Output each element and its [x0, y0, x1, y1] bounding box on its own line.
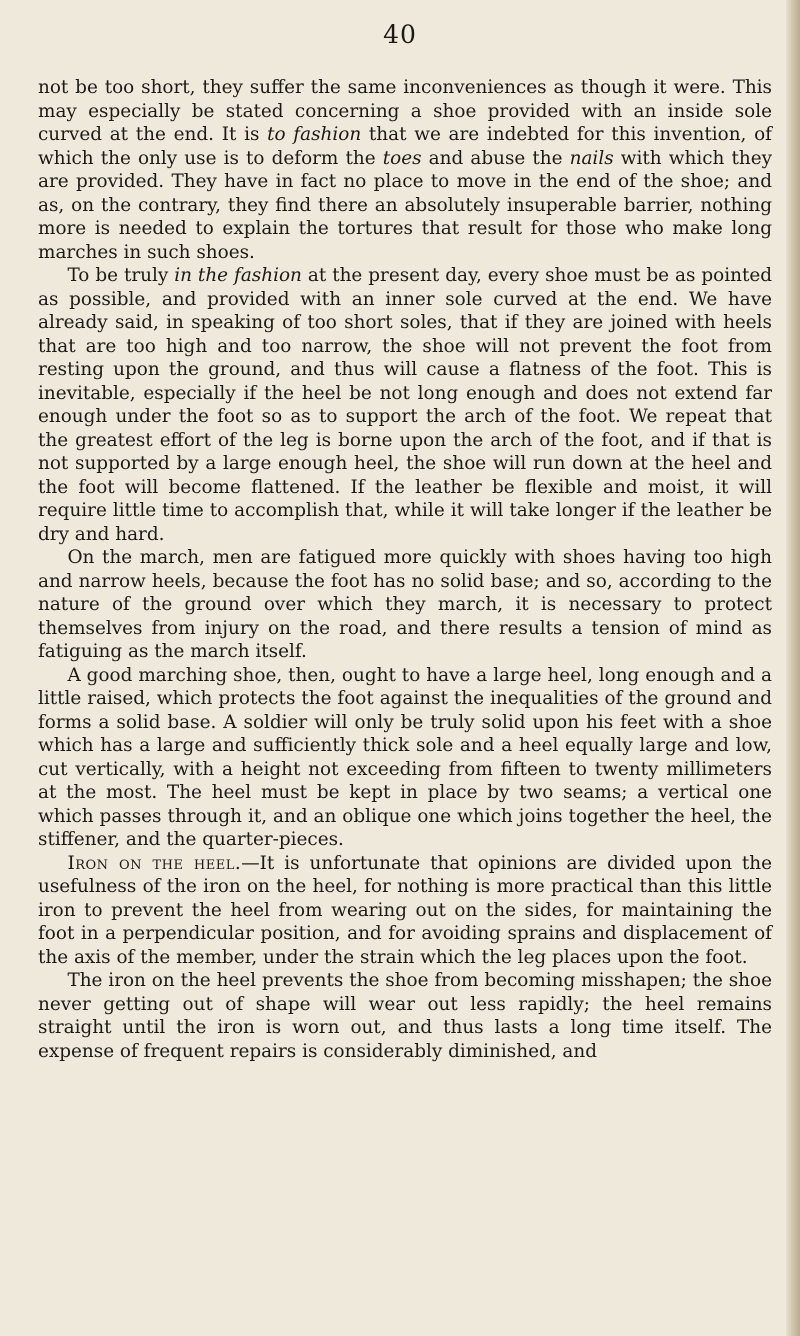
paragraph-p5	[38, 852, 772, 970]
paragraph-p1	[38, 76, 772, 264]
text-segment: to fashion	[267, 124, 362, 145]
text-segment: that we are indebted for this invention, of which the only use is to deform the	[38, 124, 772, 169]
text-segment: The iron on the heel prevents the shoe from becoming misshapen; the shoe never getting out of shape will wear out less rapidly; the heel remains straight until the iron is worn out, and thus lasts a long time itself. The expense of frequent repairs is considerably diminished, and	[38, 970, 772, 1062]
text-segment: —It is unfortunate that opinions are divided upon the usefulness of the iron on the heel, for nothing is more practical than this little iron to prevent the heel from wearing out on the sides, for maintaining the foot in a perpendicular position, and for avoiding sprains and displacement of the axis of the member, under the strain which the leg places upon the foot.	[38, 852, 772, 968]
paragraph-p4	[38, 664, 772, 852]
text-segment: in the fashion	[174, 265, 302, 286]
paragraph-p2	[38, 264, 772, 546]
paragraph-p6	[38, 969, 772, 1063]
text-segment: not be too short, they suffer the same inconveniences as though it were. This may especially be stated concerning a shoe provided with an inside sole curved at the end. It is	[38, 77, 772, 145]
page-number: 40	[383, 20, 417, 49]
text-segment: To be truly	[67, 265, 175, 286]
text-segment: toes	[382, 147, 422, 169]
text-segment: and abuse the	[421, 147, 570, 169]
text-segment: with which they are provided. They have in fact no place to move in the end of the shoe; and as, on the contrary, they find there an absolutely insuperable barrier, nothing more is needed to explain the tortures that result for those who make long marches in such shoes.	[38, 147, 772, 263]
paragraph-p3	[38, 546, 772, 664]
text-segment: at the present day, every shoe must be as pointed as possible, and provided with an inner sole curved at the end. We have already said, in speaking of too short soles, that if they are joined with heels that are too high and too narrow, the shoe will not prevent the foot from resting upon the ground, and thus will cause a flatness of the foot. This is inevitable, especially if the heel be not long enough and does not extend far enough under the foot so as to support the arch of the foot. We repeat that the greatest effort of the leg is borne upon the arch of the foot, and if that is not supported by a large enough heel, the shoe will run down at the heel and the foot will become flattened. If the leather be flexible and moist, it will require little time to accomplish that, while it will take longer if the leather be dry and hard.	[38, 265, 773, 545]
text-segment: A good marching shoe, then, ought to have a large heel, long enough and a little raised, which protects the foot against the inequalities of the ground and forms a solid base. A soldier will only be truly solid upon his feet with a shoe which has a large and sufficiently thick sole and a heel equally large and low, cut vertically, with a height not exceeding from fifteen to twenty millimeters at the most. The heel must be kept in place by two seams; a vertical one which passes through it, and an oblique one which joins together the heel, the stiffener, and the quarter-pieces.	[38, 664, 772, 850]
text-segment: Iron on the heel.	[67, 852, 242, 874]
body-text	[38, 76, 772, 1063]
page-edge	[786, 0, 800, 1336]
text-segment: On the march, men are fatigued more quickly with shoes having too high and narrow heels, because the foot has no solid base; and so, according to the nature of the ground over which they march, it is necessary to protect themselves from injury on the road, and there results a tension of mind as fatiguing as the march itself.	[38, 547, 772, 662]
text-segment: nails	[569, 147, 614, 169]
